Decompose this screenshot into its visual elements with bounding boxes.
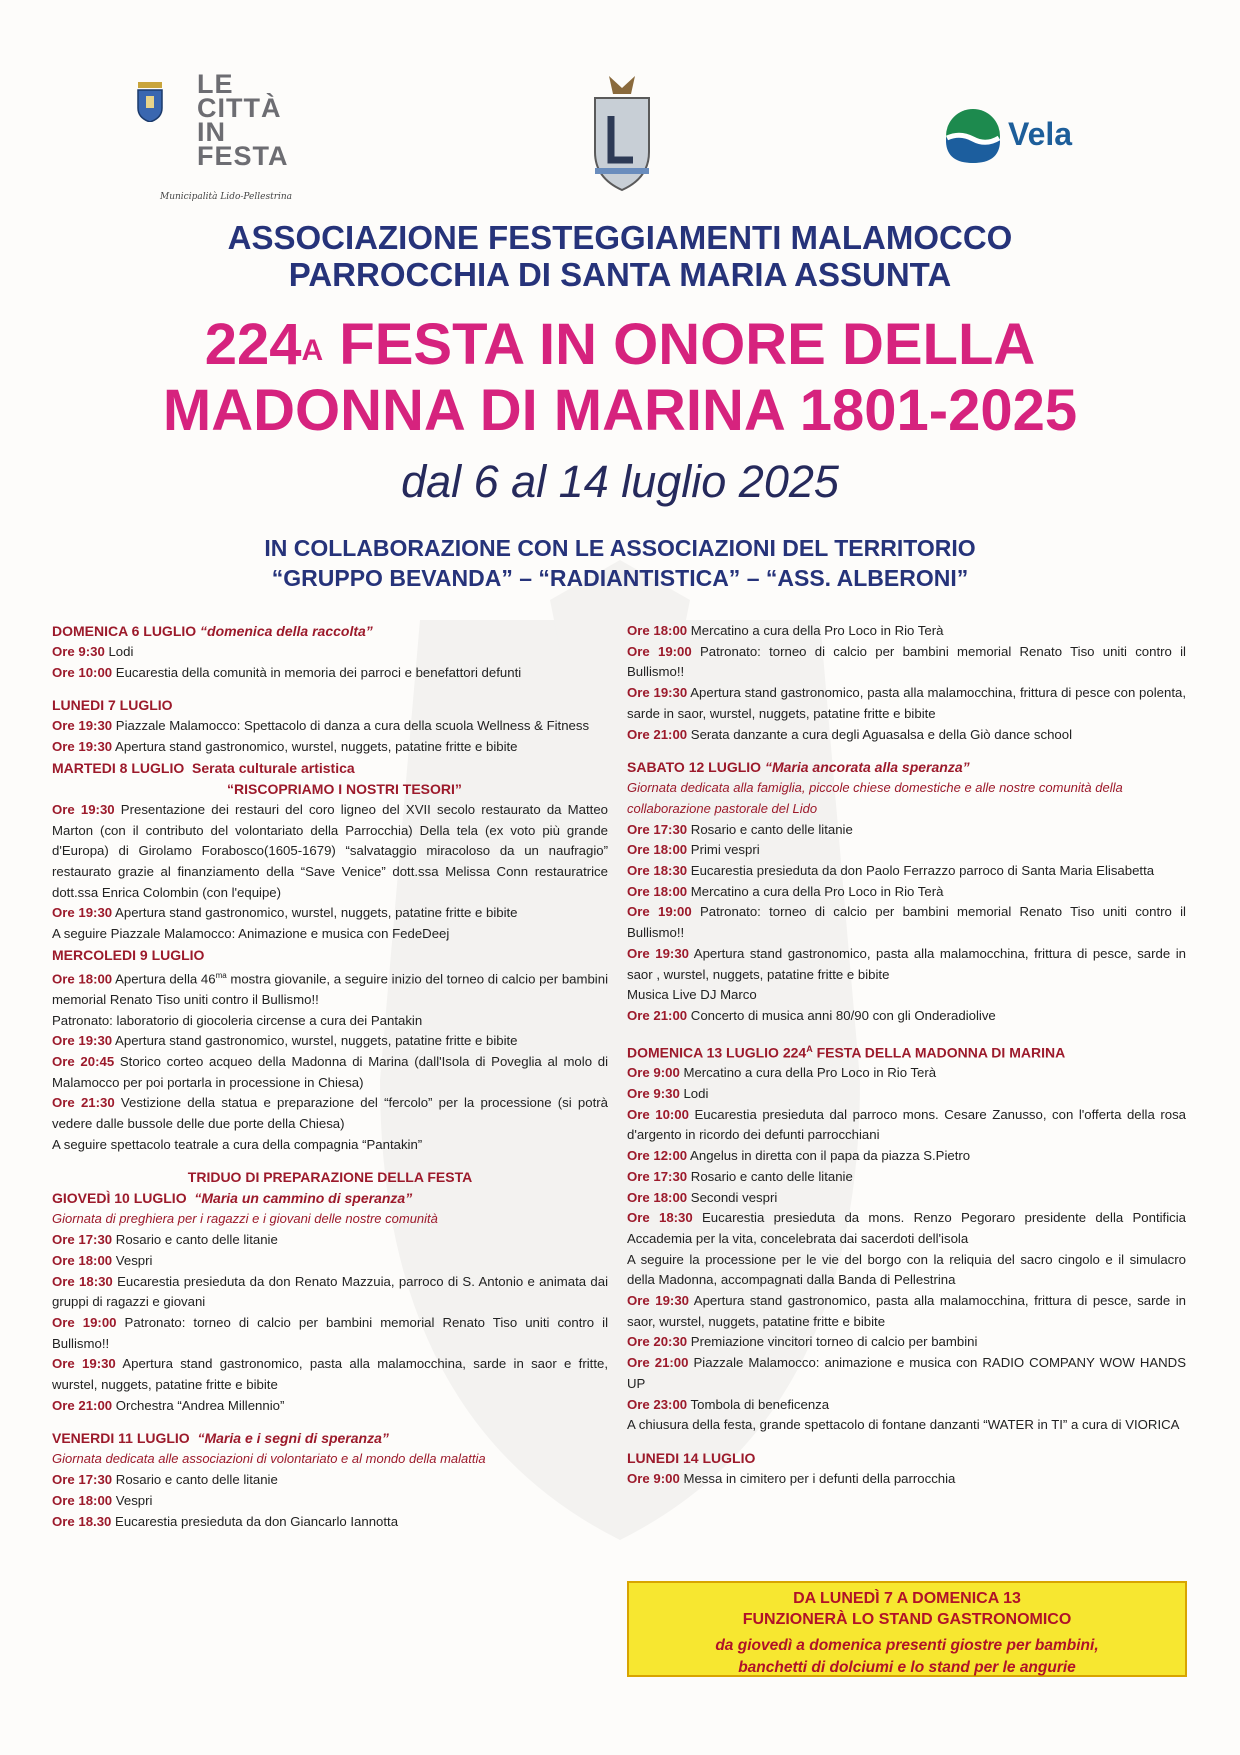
day-monday-14: LUNEDI 14 LUGLIO Ore 9:00 Messa in cimitero per i defunti della parrocchia [627,1449,956,1486]
association-heading: ASSOCIAZIONE FESTEGGIAMENTI MALAMOCCO PARROCCHIA DI SANTA MARIA ASSUNTA [227,219,1013,293]
le-citta-in-festa-wordmark: LE CITTÀ IN FESTA [197,69,289,171]
day-tuesday-8: MARTEDI 8 LUGLIO Serata culturale artistica “RISCOPRIAMO I NOSTRI TESORI” Ore 19:30 Presentazione dei restauri del coro ligneo del XVII secolo restaurato da Matteo Marton (con il contributo del volontariato della Parrocchia) Della tela (ex voto più grande d'Europa) di Girolamo Forabosco(1605-1679) “salvataggio miracoloso da un naufragio” restaurato grazie al finanziamento della “Save Venice” dott.ssa Melissa Conn restauratrice dott.ssa Enrica Colombin (con l'equipe) Ore 19:30 Apertura stand gastronomico, wurstel, nuggets, patatine fritte e bibite A seguire Piazzale Malamocco: Animazione e musica con FedeDeej [52,759,608,942]
program-left-column [52,621,608,1532]
day-thursday-10: GIOVEDÌ 10 LUGLIO “Maria un cammino di speranza” Giornata di preghiera per i ragazzi e i giovani delle nostre comunità Ore 17:30 Rosario e canto delle litanie Ore 18:00 Vespri Ore 18:30 Eucarestia presieduta da don Renato Mazzuia, parroco di S. Antonio e animata dai gruppi di ragazzi e giovani Ore 19:00 Patronato: torneo di calcio per bambini memorial Renato Tiso uniti contro il Bullismo!! Ore 19:30 Apertura stand gastronomico, pasta alla malamocchina, sarde in saor e fritte, wurstel, nuggets, patatine fritte e bibite Ore 21:00 Orchestra “Andrea Millennio” [52,1190,608,1413]
malamocco-crest-icon [587,72,657,192]
vela-wave-icon [945,108,1001,164]
program-right-column [627,621,1186,1490]
food-stand-notice: DA LUNEDÌ 7 A DOMENICA 13 FUNZIONERÀ LO STAND GASTRONOMICO da giovedì a domenica presenti giostre per bambini, banchetti di dolciumi e lo stand per le angurie [627,1581,1187,1677]
triduo-heading: TRIDUO DI PREPARAZIONE DELLA FESTA [187,1169,473,1186]
day-sunday-6: DOMENICA 6 LUGLIO “domenica della raccolta” Ore 9:30 Lodi Ore 10:00 Eucarestia della comunità in memoria dei parroci e benefattori defunti [52,623,522,680]
collaboration-heading: IN COLLABORAZIONE CON LE ASSOCIAZIONI DEL TERRITORIO “GRUPPO BEVANDA” – “RADIANTISTICA” – “ASS. ALBERONI” [264,535,976,591]
festival-title: $224^A$ FESTA IN ONORE DELLA MADONNA DI MARINA 1801-2025 [162,312,1078,443]
day-friday-11: VENERDI 11 LUGLIO “Maria e i segni di speranza” Giornata dedicata alle associazioni di volontariato e al mondo della malattia Ore 17:30 Rosario e canto delle litanie Ore 18:00 Vespri Ore 18.30 Eucarestia presieduta da don Giancarlo Iannotta [52,1430,486,1529]
logos-row [0,69,1240,202]
vela-wordmark: Vela [1008,116,1073,152]
day-monday-7: LUNEDI 7 LUGLIO Ore 19:30 Piazzale Malamocco: Spettacolo di danza a cura della scuola Wellness & Fitness Ore 19:30 Apertura stand gastronomico, wurstel, nuggets, patatine fritte e bibite [52,697,590,755]
municipal-crest-icon [135,82,165,122]
day-wednesday-9: MERCOLEDI 9 LUGLIO Ore 18:00 Apertura della $46^{ma}$ mostra giovanile, a seguire inizio del torneo di calcio per bambini memorial Renato Tiso uniti contro il Bullismo!! Patronato: laboratorio di giocoleria circense a cura dei Pantakin Ore 19:30 Apertura stand gastronomico, wurstel, nuggets, patatine fritte e bibite Ore 20:45 Storico corteo acqueo della Madonna di Marina (dall'Isola di Poveglia al molo di Malamocco per poi portarla in processione in Chiesa) Ore 21:30 Vestizione della statua e preparazione del “fercolo” per la processione (si potrà vedere dalle bussole delle due porte della Chiesa) A seguire spettacolo teatrale a cura della compagnia “Pantakin” [52,946,609,1152]
municipality-caption: Municipalità Lido-Pellestrina [160,192,293,202]
day-friday-11-continued: Ore 18:00 Mercatino a cura della Pro Loco in Rio Terà Ore 19:00 Patronato: torneo di calcio per bambini memorial Renato Tiso uniti contro il Bullismo!! Ore 19:30 Apertura stand gastronomico, pasta alla malamocchina, frittura di pesce con polenta, sarde in saor, wurstel, nuggets, patatine fritte e bibite Ore 21:00 Serata danzante a cura degli Aguasalsa e della Giò dance school [627,623,1186,742]
festival-dates: dal 6 al 14 luglio 2025 [401,456,839,507]
day-sunday-13: DOMENICA 13 LUGLIO $224^A$ FESTA DELLA MADONNA DI MARINA Ore 9:00 Mercatino a cura della Pro Loco in Rio Terà Ore 9:30 Lodi Ore 10:00 Eucarestia presieduta dal parroco mons. Cesare Zanusso, con l'offerta della rosa d'argento in ricordo dei defunti parrocchiani Ore 12:00 Angelus in diretta con il papa da piazza S.Pietro Ore 17:30 Rosario e canto delle litanie Ore 18:00 Secondi vespri Ore 18:30 Eucarestia presieduta da mons. Renzo Pegoraro presidente della Pontificia Accademia per la vita, concelebrata dai sacerdoti dell'isola A seguire la processione per le vie del borgo con la reliquia del sacro cingolo e il simulacro della Madonna, accompagnati dalla Banda di Pellestrina Ore 19:30 Apertura stand gastronomico, pasta alla malamocchina, frittura di pesce, sarde in saor, wurstel, nuggets, patatine fritte e bibite Ore 20:30 Premiazione vincitori torneo di calcio per bambini Ore 21:00 Piazzale Malamocco: animazione e musica con RADIO COMPANY WOW HANDS UP Ore 23:00 Tombola di beneficenza A chiusura della festa, grande spettacolo di fontane danzanti “WATER in TI” a cura di VIORICA [627,1043,1186,1433]
day-saturday-12: SABATO 12 LUGLIO “Maria ancorata alla speranza” Giornata dedicata alla famiglia, piccole chiese domestiche e alle nostre comunità della collaborazione pastorale del Lido Ore 17:30 Rosario e canto delle litanie Ore 18:00 Primi vespri Ore 18:30 Eucarestia presieduta da don Paolo Ferrazzo parroco di Santa Maria Elisabetta Ore 18:00 Mercatino a cura della Pro Loco in Rio Terà Ore 19:00 Patronato: torneo di calcio per bambini memorial Renato Tiso uniti contro il Bullismo!! Ore 19:30 Apertura stand gastronomico, pasta alla malamocchina, frittura di pesce, sarde in saor , wurstel, nuggets, patatine fritte e bibite Musica Live DJ Marco Ore 21:00 Concerto di musica anni 80/90 con gli Onderadiolive [627,759,1186,1023]
